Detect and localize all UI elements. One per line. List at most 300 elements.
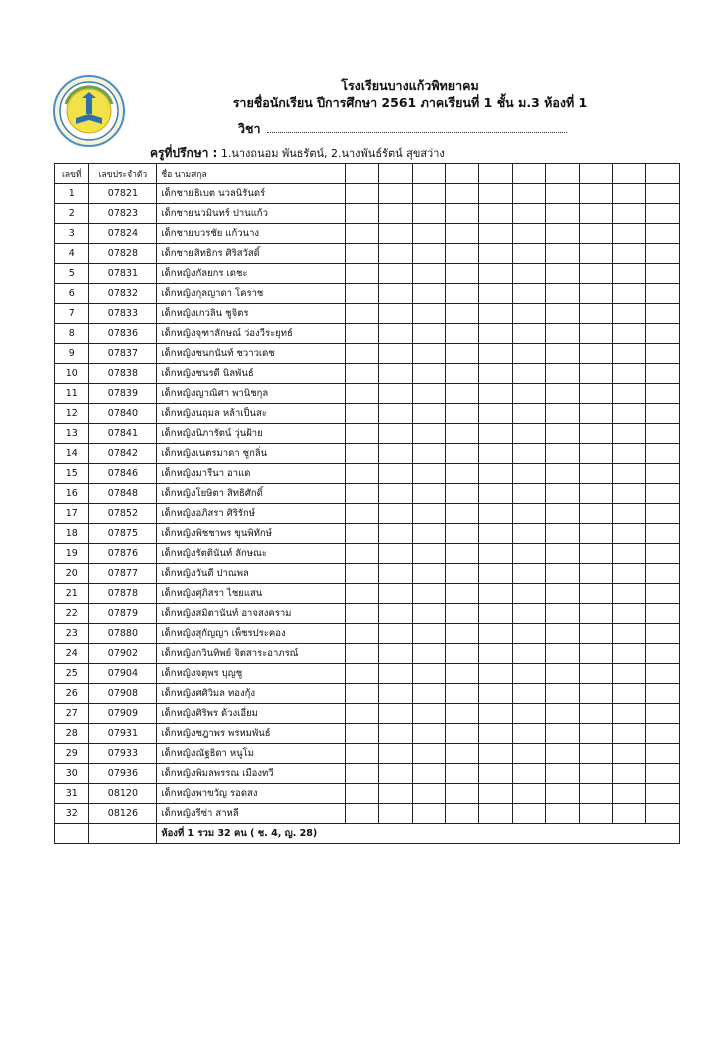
row-student-name: เด็กหญิงนฤมล หล้าเป็นสะ: [157, 404, 346, 424]
blank-cell: [345, 724, 378, 744]
blank-cell: [412, 484, 445, 504]
row-number: 13: [55, 424, 89, 444]
blank-cell: [646, 264, 680, 284]
row-number: 1: [55, 184, 89, 204]
blank-cell: [579, 504, 612, 524]
blank-cell: [446, 324, 479, 344]
blank-cell: [546, 244, 579, 264]
blank-cell: [579, 604, 612, 624]
blank-cell: [379, 204, 412, 224]
subject-line: [238, 119, 567, 139]
blank-cell: [579, 764, 612, 784]
blank-cell: [512, 584, 545, 604]
table-row: [55, 244, 680, 264]
blank-column-header: [646, 164, 680, 184]
row-student-id: 07840: [89, 404, 157, 424]
blank-cell: [479, 244, 512, 264]
blank-cell: [546, 804, 579, 824]
class-total-summary: ห้องที่ 1 รวม 32 คน ( ช. 4, ญ. 28): [157, 824, 680, 844]
blank-cell: [412, 724, 445, 744]
blank-cell: [512, 284, 545, 304]
blank-cell: [512, 764, 545, 784]
blank-cell: [512, 244, 545, 264]
blank-cell: [613, 764, 646, 784]
table-row: [55, 404, 680, 424]
blank-cell: [89, 824, 157, 844]
blank-cell: [345, 664, 378, 684]
blank-cell: [345, 224, 378, 244]
blank-column-header: [412, 164, 445, 184]
blank-cell: [345, 504, 378, 524]
row-student-name: เด็กหญิงอภิสรา ศิริรักษ์: [157, 504, 346, 524]
blank-cell: [512, 304, 545, 324]
row-student-id: 08126: [89, 804, 157, 824]
blank-cell: [345, 704, 378, 724]
blank-cell: [546, 604, 579, 624]
blank-cell: [546, 564, 579, 584]
blank-cell: [412, 464, 445, 484]
blank-cell: [479, 644, 512, 664]
blank-cell: [479, 804, 512, 824]
blank-cell: [379, 184, 412, 204]
blank-cell: [379, 364, 412, 384]
blank-cell: [613, 584, 646, 604]
blank-cell: [345, 764, 378, 784]
row-student-name: เด็กหญิงกวินทิพย์ จิตสาระอาภรณ์: [157, 644, 346, 664]
row-student-name: เด็กหญิงณัฐธิดา หนูโม: [157, 744, 346, 764]
row-student-id: 07828: [89, 244, 157, 264]
blank-cell: [412, 184, 445, 204]
blank-cell: [546, 684, 579, 704]
blank-cell: [446, 804, 479, 824]
table-row: [55, 384, 680, 404]
blank-cell: [546, 644, 579, 664]
blank-cell: [646, 224, 680, 244]
row-student-name: เด็กหญิงศศิวิมล ทองกุ้ง: [157, 684, 346, 704]
blank-cell: [412, 324, 445, 344]
blank-cell: [613, 664, 646, 684]
row-student-id: 07852: [89, 504, 157, 524]
blank-cell: [512, 444, 545, 464]
row-number: 11: [55, 384, 89, 404]
blank-cell: [446, 444, 479, 464]
blank-cell: [412, 604, 445, 624]
blank-cell: [646, 684, 680, 704]
blank-cell: [446, 684, 479, 704]
blank-cell: [512, 264, 545, 284]
blank-cell: [412, 544, 445, 564]
blank-cell: [579, 364, 612, 384]
blank-cell: [546, 764, 579, 784]
blank-cell: [446, 744, 479, 764]
col-header-number: เลขที่: [55, 164, 89, 184]
blank-cell: [579, 204, 612, 224]
row-student-name: เด็กหญิงรีซ่า สาหลี: [157, 804, 346, 824]
table-header-row: [55, 164, 680, 184]
blank-cell: [546, 444, 579, 464]
blank-cell: [345, 284, 378, 304]
blank-cell: [345, 684, 378, 704]
blank-cell: [446, 664, 479, 684]
blank-cell: [412, 444, 445, 464]
table-row: [55, 424, 680, 444]
blank-cell: [579, 664, 612, 684]
row-number: 19: [55, 544, 89, 564]
blank-cell: [446, 484, 479, 504]
blank-cell: [479, 704, 512, 724]
blank-cell: [412, 684, 445, 704]
row-student-id: 07904: [89, 664, 157, 684]
blank-cell: [546, 744, 579, 764]
blank-cell: [345, 444, 378, 464]
row-student-name: เด็กหญิงรัตตินันท์ ลักษณะ: [157, 544, 346, 564]
row-student-name: เด็กหญิงพาขวัญ รอดสง: [157, 784, 346, 804]
blank-cell: [613, 504, 646, 524]
blank-cell: [446, 224, 479, 244]
blank-cell: [646, 604, 680, 624]
row-number: 26: [55, 684, 89, 704]
blank-cell: [579, 544, 612, 564]
blank-cell: [512, 484, 545, 504]
blank-cell: [646, 404, 680, 424]
blank-cell: [345, 244, 378, 264]
blank-cell: [345, 384, 378, 404]
blank-cell: [646, 284, 680, 304]
blank-cell: [646, 364, 680, 384]
blank-cell: [479, 764, 512, 784]
blank-cell: [546, 424, 579, 444]
blank-cell: [512, 684, 545, 704]
blank-cell: [345, 344, 378, 364]
blank-cell: [646, 244, 680, 264]
row-number: 6: [55, 284, 89, 304]
blank-cell: [579, 404, 612, 424]
blank-cell: [512, 604, 545, 624]
blank-cell: [479, 224, 512, 244]
blank-cell: [379, 504, 412, 524]
blank-cell: [446, 724, 479, 744]
row-student-id: 07875: [89, 524, 157, 544]
blank-cell: [546, 364, 579, 384]
blank-cell: [579, 804, 612, 824]
table-row: [55, 304, 680, 324]
row-student-id: 07879: [89, 604, 157, 624]
blank-cell: [613, 464, 646, 484]
blank-cell: [512, 664, 545, 684]
blank-cell: [546, 324, 579, 344]
row-student-name: เด็กหญิงกัลยกร เดชะ: [157, 264, 346, 284]
blank-cell: [412, 364, 445, 384]
blank-cell: [379, 244, 412, 264]
blank-cell: [646, 204, 680, 224]
row-student-name: เด็กหญิงวันดี ปาณพล: [157, 564, 346, 584]
row-number: 14: [55, 444, 89, 464]
row-number: 2: [55, 204, 89, 224]
blank-cell: [512, 364, 545, 384]
blank-cell: [546, 204, 579, 224]
blank-cell: [646, 744, 680, 764]
row-student-id: 07836: [89, 324, 157, 344]
blank-cell: [646, 664, 680, 684]
row-number: 30: [55, 764, 89, 784]
blank-cell: [546, 544, 579, 564]
blank-cell: [646, 784, 680, 804]
blank-cell: [479, 604, 512, 624]
blank-cell: [613, 744, 646, 764]
blank-cell: [412, 624, 445, 644]
table-row: [55, 224, 680, 244]
blank-cell: [379, 664, 412, 684]
row-number: 27: [55, 704, 89, 724]
blank-cell: [479, 564, 512, 584]
row-student-id: 07933: [89, 744, 157, 764]
blank-cell: [345, 784, 378, 804]
blank-cell: [412, 204, 445, 224]
table-row: [55, 624, 680, 644]
blank-cell: [379, 344, 412, 364]
blank-cell: [379, 324, 412, 344]
blank-cell: [646, 764, 680, 784]
row-student-name: เด็กหญิงจตุพร บุญชู: [157, 664, 346, 684]
blank-cell: [345, 804, 378, 824]
row-student-id: 07936: [89, 764, 157, 784]
blank-cell: [546, 484, 579, 504]
row-student-name: เด็กหญิงจุฑาลักษณ์ ว่องวีระยุทธ์: [157, 324, 346, 344]
blank-cell: [379, 524, 412, 544]
table-body: [55, 184, 680, 844]
blank-cell: [412, 424, 445, 444]
row-student-name: เด็กหญิงมารีนา อาแด: [157, 464, 346, 484]
blank-cell: [613, 804, 646, 824]
blank-cell: [579, 484, 612, 504]
blank-cell: [512, 704, 545, 724]
blank-cell: [579, 284, 612, 304]
row-number: 9: [55, 344, 89, 364]
advisor-label: ครูที่ปรึกษา :: [150, 146, 218, 160]
blank-cell: [446, 344, 479, 364]
blank-cell: [546, 304, 579, 324]
blank-cell: [613, 564, 646, 584]
blank-cell: [546, 724, 579, 744]
blank-cell: [345, 324, 378, 344]
blank-cell: [512, 404, 545, 424]
blank-cell: [479, 724, 512, 744]
blank-cell: [613, 704, 646, 724]
blank-cell: [512, 504, 545, 524]
blank-cell: [446, 424, 479, 444]
row-student-name: เด็กชายสิทธิกร ศิริสวัสดิ์: [157, 244, 346, 264]
blank-cell: [379, 704, 412, 724]
blank-cell: [579, 744, 612, 764]
row-student-name: เด็กหญิงสมิตานันท์ อาจสงคราม: [157, 604, 346, 624]
table-row: [55, 684, 680, 704]
blank-cell: [446, 644, 479, 664]
blank-cell: [613, 604, 646, 624]
row-number: 17: [55, 504, 89, 524]
table-row: [55, 444, 680, 464]
row-student-id: 07832: [89, 284, 157, 304]
blank-cell: [412, 344, 445, 364]
blank-cell: [579, 264, 612, 284]
row-student-id: 07837: [89, 344, 157, 364]
blank-cell: [579, 584, 612, 604]
blank-cell: [446, 624, 479, 644]
table-row: [55, 744, 680, 764]
row-student-id: 07833: [89, 304, 157, 324]
blank-cell: [446, 564, 479, 584]
blank-cell: [613, 424, 646, 444]
blank-cell: [613, 684, 646, 704]
blank-cell: [613, 404, 646, 424]
blank-cell: [345, 644, 378, 664]
blank-cell: [579, 684, 612, 704]
row-student-id: 07824: [89, 224, 157, 244]
blank-cell: [479, 384, 512, 404]
blank-cell: [613, 284, 646, 304]
row-student-name: เด็กหญิงชนกนันท์ ชวาวเดช: [157, 344, 346, 364]
table-row: [55, 204, 680, 224]
blank-cell: [512, 804, 545, 824]
blank-cell: [479, 784, 512, 804]
blank-cell: [345, 604, 378, 624]
blank-cell: [646, 444, 680, 464]
blank-cell: [345, 524, 378, 544]
blank-cell: [479, 684, 512, 704]
row-number: 4: [55, 244, 89, 264]
row-student-name: เด็กชายบวรชัย แก้วนาง: [157, 224, 346, 244]
row-number: 3: [55, 224, 89, 244]
blank-cell: [479, 484, 512, 504]
blank-cell: [613, 244, 646, 264]
blank-cell: [479, 664, 512, 684]
row-number: 28: [55, 724, 89, 744]
table-row: [55, 644, 680, 664]
row-number: 15: [55, 464, 89, 484]
blank-cell: [345, 624, 378, 644]
row-student-name: เด็กหญิงญาณิศา พานิชกุล: [157, 384, 346, 404]
row-student-name: เด็กหญิงศุภิสรา ไชยแสน: [157, 584, 346, 604]
row-student-id: 07838: [89, 364, 157, 384]
blank-cell: [512, 544, 545, 564]
blank-cell: [613, 444, 646, 464]
blank-cell: [613, 624, 646, 644]
blank-cell: [379, 404, 412, 424]
blank-cell: [345, 744, 378, 764]
blank-cell: [479, 544, 512, 564]
blank-cell: [512, 184, 545, 204]
blank-cell: [412, 264, 445, 284]
blank-cell: [613, 224, 646, 244]
blank-cell: [412, 704, 445, 724]
blank-cell: [379, 584, 412, 604]
blank-cell: [479, 424, 512, 444]
blank-cell: [446, 504, 479, 524]
blank-cell: [579, 464, 612, 484]
blank-cell: [579, 224, 612, 244]
blank-cell: [446, 404, 479, 424]
school-name: โรงเรียนบางแก้วพิทยาคม: [341, 78, 479, 93]
document-header: [150, 78, 670, 111]
blank-cell: [412, 404, 445, 424]
blank-cell: [512, 424, 545, 444]
blank-cell: [646, 384, 680, 404]
blank-cell: [479, 364, 512, 384]
blank-cell: [446, 704, 479, 724]
blank-cell: [479, 524, 512, 544]
blank-cell: [345, 484, 378, 504]
row-student-id: 07831: [89, 264, 157, 284]
row-student-name: เด็กหญิงศิริพร ด้วงเอี่ยม: [157, 704, 346, 724]
blank-cell: [613, 724, 646, 744]
table-row: [55, 324, 680, 344]
blank-cell: [412, 584, 445, 604]
blank-cell: [379, 804, 412, 824]
blank-cell: [446, 384, 479, 404]
blank-cell: [412, 804, 445, 824]
blank-cell: [345, 464, 378, 484]
table-row: [55, 664, 680, 684]
table-row: [55, 724, 680, 744]
blank-cell: [646, 704, 680, 724]
blank-cell: [546, 664, 579, 684]
row-student-id: 07908: [89, 684, 157, 704]
blank-cell: [479, 264, 512, 284]
blank-cell: [379, 744, 412, 764]
advisor-names: 1.นางถนอม พันธรัตน์, 2.นางพันธ์รัตน์ สุขสว่าง: [220, 147, 445, 160]
blank-cell: [512, 464, 545, 484]
blank-cell: [479, 344, 512, 364]
blank-cell: [479, 284, 512, 304]
blank-cell: [412, 664, 445, 684]
blank-cell: [479, 744, 512, 764]
blank-cell: [446, 784, 479, 804]
blank-cell: [613, 484, 646, 504]
blank-cell: [613, 324, 646, 344]
blank-cell: [546, 524, 579, 544]
blank-cell: [446, 764, 479, 784]
blank-column-header: [512, 164, 545, 184]
blank-cell: [579, 344, 612, 364]
row-number: 31: [55, 784, 89, 804]
row-student-name: เด็กหญิงชฎาพร พรหมพันธ์: [157, 724, 346, 744]
blank-cell: [546, 184, 579, 204]
blank-cell: [579, 644, 612, 664]
subject-fill-line: [267, 120, 567, 133]
row-number: 20: [55, 564, 89, 584]
col-header-name: ชื่อ นามสกุล: [157, 164, 346, 184]
blank-cell: [512, 384, 545, 404]
row-number: 22: [55, 604, 89, 624]
blank-cell: [613, 644, 646, 664]
blank-cell: [379, 784, 412, 804]
row-student-id: 07877: [89, 564, 157, 584]
blank-cell: [579, 524, 612, 544]
blank-cell: [613, 204, 646, 224]
blank-cell: [512, 204, 545, 224]
table-row: [55, 604, 680, 624]
blank-cell: [579, 304, 612, 324]
blank-cell: [412, 744, 445, 764]
row-student-id: 07842: [89, 444, 157, 464]
blank-cell: [512, 564, 545, 584]
blank-cell: [479, 304, 512, 324]
blank-cell: [613, 184, 646, 204]
blank-cell: [345, 304, 378, 324]
table-row: [55, 484, 680, 504]
blank-cell: [613, 304, 646, 324]
blank-cell: [546, 284, 579, 304]
blank-cell: [512, 524, 545, 544]
